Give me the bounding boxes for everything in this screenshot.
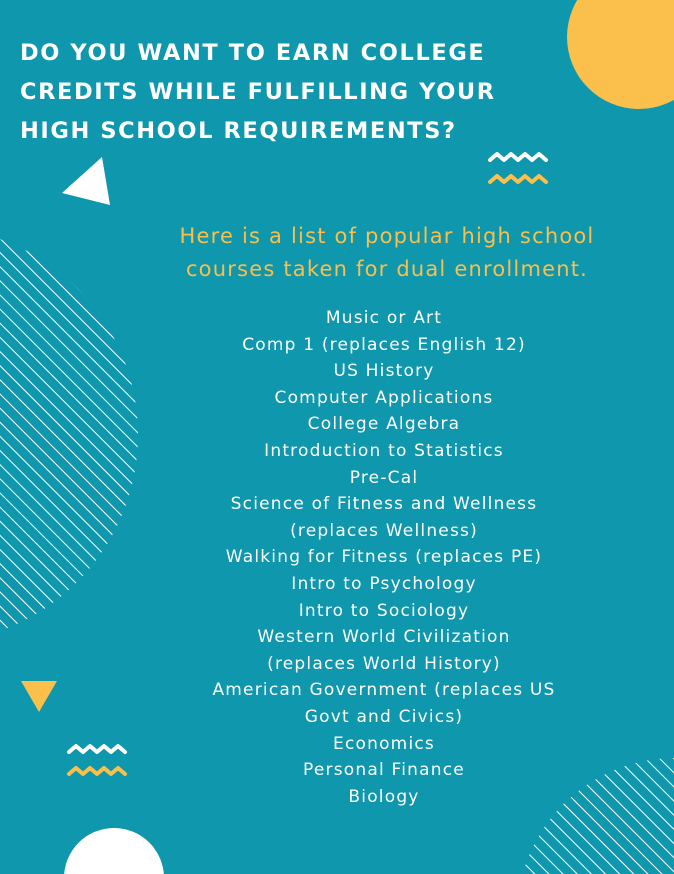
headline-line: DO YOU WANT TO EARN COLLEGE xyxy=(20,40,486,66)
course-item: Intro to Sociology xyxy=(298,600,470,621)
course-item: Biology xyxy=(348,786,420,807)
course-item: (replaces Wellness) xyxy=(290,520,478,541)
headline-line: HIGH SCHOOL REQUIREMENTS? xyxy=(20,118,457,144)
course-item: Intro to Psychology xyxy=(291,573,477,594)
course-item: Economics xyxy=(333,733,435,754)
course-item: Walking for Fitness (replaces PE) xyxy=(225,547,543,568)
course-item: Comp 1 (replaces English 12) xyxy=(242,334,526,355)
course-item: Computer Applications xyxy=(274,387,494,408)
course-item: American Government (replaces US xyxy=(212,680,556,701)
headline-line: CREDITS WHILE FULFILLING YOUR xyxy=(20,79,496,105)
course-item: Science of Fitness and Wellness xyxy=(230,494,538,515)
course-item: Personal Finance xyxy=(303,760,465,781)
yellow-circle-top-right xyxy=(567,0,674,115)
subtitle xyxy=(110,220,664,286)
course-item: College Algebra xyxy=(307,414,461,435)
course-item: US History xyxy=(333,361,435,382)
course-list xyxy=(134,305,634,810)
subtitle-line: Here is a list of popular high school xyxy=(179,224,595,248)
course-item: (replaces World History) xyxy=(267,653,501,674)
white-triangle-icon xyxy=(60,155,112,207)
zigzag-icon-top xyxy=(488,150,550,190)
course-item: Western World Civilization xyxy=(257,627,511,648)
zigzag-icon-bottom xyxy=(67,742,129,782)
page-title xyxy=(20,34,560,151)
white-semicircle-bottom xyxy=(62,826,166,874)
course-item: Introduction to Statistics xyxy=(264,440,504,461)
striped-circle-left xyxy=(0,225,140,645)
course-item: Govt and Civics) xyxy=(304,706,464,727)
course-item: Music or Art xyxy=(325,308,443,328)
subtitle-line: courses taken for dual enrollment. xyxy=(185,257,589,281)
course-item: Pre-Cal xyxy=(349,467,419,488)
yellow-down-triangle-icon xyxy=(20,680,60,714)
